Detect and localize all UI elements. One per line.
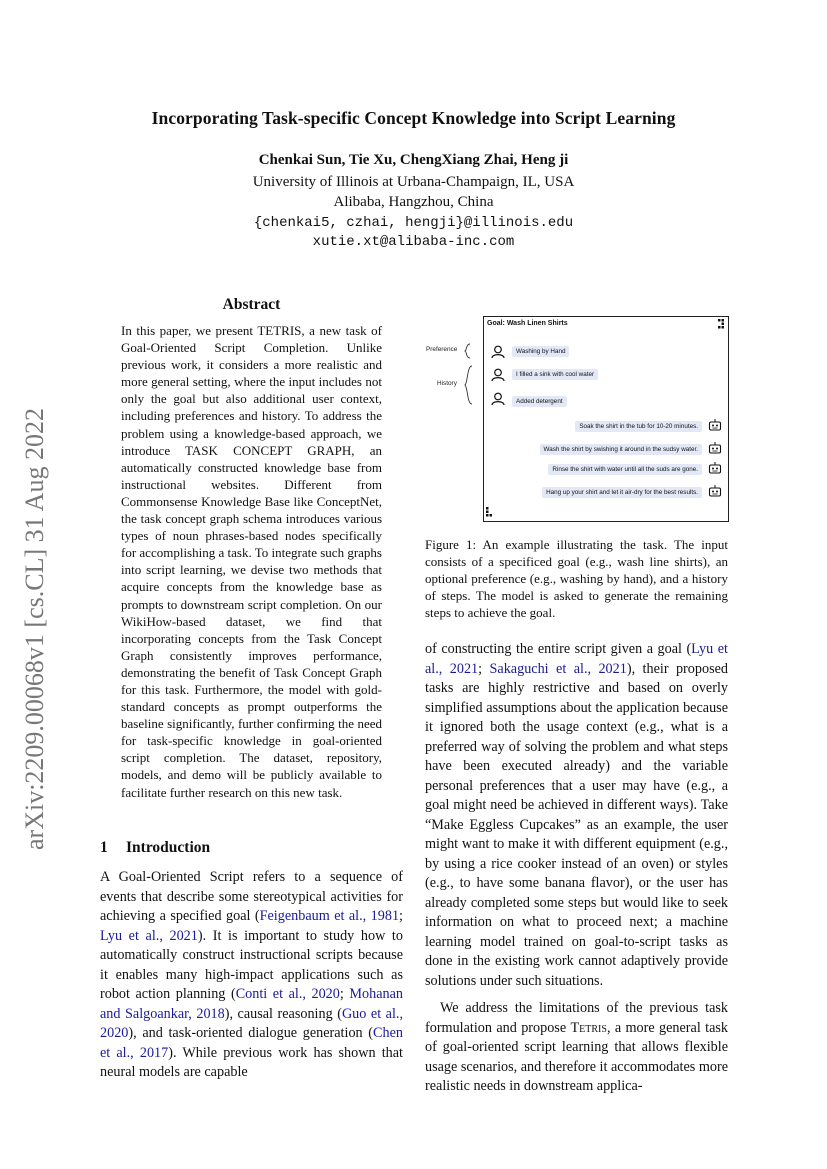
figure-goal: Goal: Wash Linen Shirts [487, 320, 568, 327]
text-run: ). It is important to study how to automatically construct instructional scripts because it enables many high-impact applications such as robot action planning ( [100, 927, 403, 1002]
email-1: {chenkai5, czhai, hengji}@illinois.edu [253, 215, 574, 231]
abstract-text: In this paper, we present TETRIS, a new task of Goal-Oriented Script Completion. Unlike previous work, it considers a more realistic and more general setting, where the input includes not only the goal but also additional user context, including preferences and history. To address the problem using a knowledge-based approach, we introduce TASK CONCEPT GRAPH, an automatically constructed knowledge base from instructional websites. Different from Commonsense Knowledge Base like ConceptNet, the task concept graph schema introduces various types of noun phrases-based nodes specifically for accomplishing a task. To integrate such graphs into script learning, we devise two methods that acquire concepts from the knowledge base as prompts to downstream script completion. On our WikiHow-based dataset, we find that incorporating concepts from the Task Concept Graph consistently improves performance, demonstrating the benefit of Task Concept Graph for this task. Furthermore, the model with gold-standard concepts as prompt outperforms the baseline significantly, further confirming the need for task-specific knowledge in goal-oriented script completion. The dataset, repository, models, and demo will be publicly available to facilitate further research on this new task. [121, 323, 382, 800]
citation-link[interactable]: Mohanan and Salgoankar, 2018 [100, 986, 403, 1022]
text-run: A Goal-Oriented Script refers to a sequence of events that describe some stereotypical activities for achieving a specified goal ( [100, 869, 403, 924]
citation-link[interactable]: Feigenbaum et al., 1981 [259, 908, 400, 924]
history-label: History [437, 380, 457, 387]
text-run: of constructing the entire script given a goal ( [425, 641, 692, 657]
citation-link[interactable]: Guo et al., 2020 [100, 1005, 404, 1041]
affiliation-1: University of Illinois at Urbana-Champaign, IL, USA [252, 174, 575, 190]
user-icon [491, 368, 505, 382]
citation-link[interactable]: Sakaguchi et al., 2021 [489, 660, 627, 677]
intro-paragraph-right [425, 640, 728, 1097]
robot-icon [708, 418, 722, 432]
bot-message: Hang up your shirt and let it air-dry for the best results. [542, 487, 702, 498]
intro-paragraph-left [100, 868, 403, 1083]
text-run: ), and task-oriented dialogue generation ( [128, 1025, 374, 1041]
paper-authors: Chenkai Sun, Tie Xu, ChengXiang Zhai, Heng ji [258, 152, 569, 168]
figure-1-panel [483, 316, 729, 522]
robot-icon [708, 484, 722, 498]
text-run: We address the limitations of the previous task formulation and propose [425, 1000, 728, 1036]
text-run: ; [339, 986, 350, 1002]
citation-link[interactable]: Conti et al., 2020 [235, 986, 340, 1002]
affiliation-2: Alibaba, Hangzhou, China [333, 194, 494, 210]
citation-link[interactable]: Lyu et al., 2021 [100, 927, 198, 944]
text-run: , a more general task of goal-oriented script learning that allows flexible usage scenarios, and therefore it accommodates more realistic needs in downstream applica- [425, 1019, 728, 1094]
user-message: Washing by Hand [512, 346, 569, 357]
user-message: I filled a sink with cool water [512, 369, 598, 380]
text-run: ; [478, 660, 490, 677]
figure-caption: Figure 1: An example illustrating the task. The input consists of a specificed goal (e.g., wash line shirts), an optional preference (e.g., washing by hand), and a history of steps. The model is asked to generate the remaining steps to achieve the goal. [425, 537, 728, 621]
user-message: Added detergent [512, 396, 567, 407]
citation-link[interactable]: Chen et al., 2017 [100, 1025, 403, 1061]
text-run: ; [399, 908, 403, 924]
brace-lines [462, 340, 484, 412]
paper-title: Incorporating Task-specific Concept Knowledge into Script Learning [151, 108, 676, 128]
bot-message: Rinse the shirt with water until all the suds are gone. [548, 464, 702, 475]
preference-brace [465, 344, 470, 358]
abstract-heading: Abstract [222, 296, 281, 313]
robot-icon [708, 441, 722, 455]
text-run: ), their proposed tasks are highly restrictive and based on overly simplified assumptions about the application because it ignored both the usage context (e.g., what is a preferred way of solving the problem and what steps have been executed already) and the variable personal preferences that a user may have (e.g., a goal might need be achieved in different ways). Take “Make Eggless Cupcakes” as an example, the user might want to make it with different equipment (e.g., by using a rice cooker instead of an oven) or styles (e.g., to have some banana flavor), or the user has already completed some steps but would like to seek information on what to proceed next; a machine learning model trained on goal-to-script tasks as done in the existing work cannot adaptively provide solutions under such situations. [425, 660, 728, 989]
user-icon [491, 345, 505, 359]
user-icon [491, 392, 505, 406]
text-run: ). While previous work has shown that neural models are capable [100, 1044, 403, 1080]
bot-message: Soak the shirt in the tub for 10-20 minutes. [575, 421, 702, 432]
task-name: Tetris [570, 1019, 607, 1036]
history-brace [465, 366, 472, 404]
section-heading [100, 839, 210, 857]
scroll-indicator-icon [486, 507, 494, 519]
section-title: Introduction [126, 839, 211, 856]
text-run: ), causal reasoning ( [224, 1005, 342, 1022]
scroll-indicator-icon [717, 319, 725, 329]
preference-label: Preference [426, 346, 458, 353]
robot-icon [708, 461, 722, 475]
email-2: xutie.xt@alibaba-inc.com [312, 234, 515, 250]
section-number: 1 [100, 839, 108, 856]
arxiv-stamp-text: arXiv:2209.00068v1 [cs.CL] 31 Aug 2022 [20, 408, 49, 850]
bot-message: Wash the shirt by swishing it around in the sudsy water. [540, 444, 702, 455]
citation-link[interactable]: Lyu et al., 2021 [425, 641, 728, 677]
